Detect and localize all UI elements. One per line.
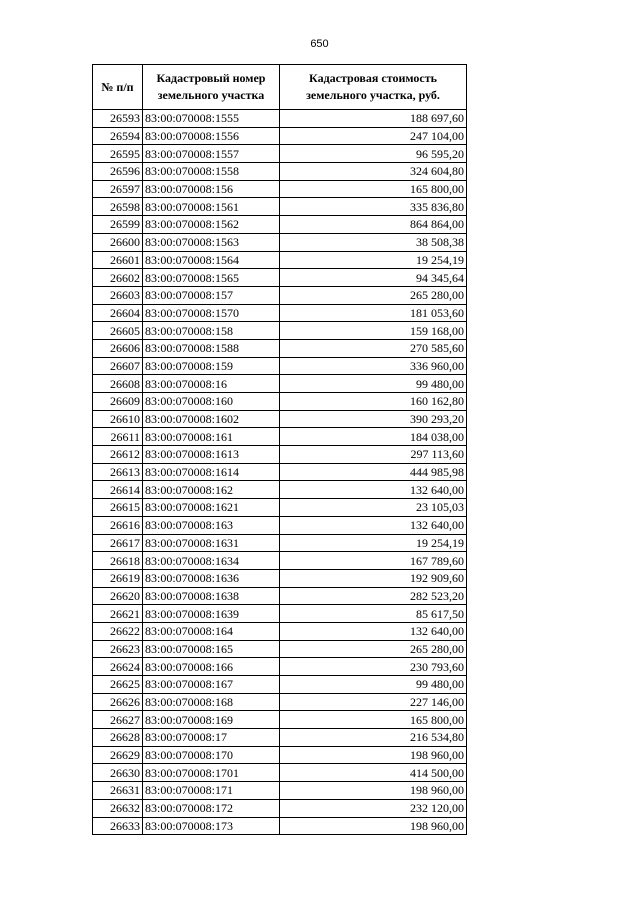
cadastral-value-cell: 230 793,60 — [280, 658, 467, 676]
table-row — [93, 110, 467, 128]
row-number-cell: 26630 — [93, 764, 143, 782]
row-number-cell: 26622 — [93, 622, 143, 640]
cadastral-value-cell: 232 120,00 — [280, 799, 467, 817]
cadastral-number-cell: 83:00:070008:172 — [143, 799, 280, 817]
cadastral-number-cell: 83:00:070008:160 — [143, 393, 280, 411]
cadastral-number-cell: 83:00:070008:164 — [143, 622, 280, 640]
cadastral-value-cell: 297 113,60 — [280, 446, 467, 464]
cadastral-value-cell: 132 640,00 — [280, 516, 467, 534]
cadastral-number-cell: 83:00:070008:1631 — [143, 534, 280, 552]
cadastral-value-table — [92, 64, 467, 835]
cadastral-number-cell: 83:00:070008:1561 — [143, 198, 280, 216]
cadastral-value-cell: 96 595,20 — [280, 145, 467, 163]
cadastral-number-cell: 83:00:070008:1621 — [143, 499, 280, 517]
cadastral-number-cell: 83:00:070008:165 — [143, 640, 280, 658]
cadastral-value-cell: 414 500,00 — [280, 764, 467, 782]
cadastral-value-cell: 85 617,50 — [280, 605, 467, 623]
row-number-cell: 26632 — [93, 799, 143, 817]
cadastral-value-cell: 444 985,98 — [280, 463, 467, 481]
cadastral-value-cell: 165 800,00 — [280, 180, 467, 198]
cadastral-value-cell: 181 053,60 — [280, 304, 467, 322]
row-number-cell: 26618 — [93, 552, 143, 570]
row-number-cell: 26626 — [93, 693, 143, 711]
table-row — [93, 729, 467, 747]
table-row — [93, 782, 467, 800]
cadastral-number-cell: 83:00:070008:159 — [143, 357, 280, 375]
cadastral-number-cell: 83:00:070008:1564 — [143, 251, 280, 269]
cadastral-number-cell: 83:00:070008:1555 — [143, 110, 280, 128]
row-number-cell: 26606 — [93, 339, 143, 357]
table-row — [93, 251, 467, 269]
table-row — [93, 180, 467, 198]
cadastral-number-cell: 83:00:070008:170 — [143, 746, 280, 764]
table-body — [93, 110, 467, 835]
cadastral-value-cell: 198 960,00 — [280, 782, 467, 800]
cadastral-number-cell: 83:00:070008:1602 — [143, 410, 280, 428]
cadastral-value-cell: 132 640,00 — [280, 622, 467, 640]
row-number-cell: 26604 — [93, 304, 143, 322]
table-row — [93, 233, 467, 251]
cadastral-number-cell: 83:00:070008:1565 — [143, 269, 280, 287]
table-row — [93, 516, 467, 534]
row-number-cell: 26614 — [93, 481, 143, 499]
table-row — [93, 693, 467, 711]
cadastral-number-cell: 83:00:070008:169 — [143, 711, 280, 729]
cadastral-value-cell: 192 909,60 — [280, 569, 467, 587]
cadastral-value-cell: 336 960,00 — [280, 357, 467, 375]
row-number-cell: 26607 — [93, 357, 143, 375]
cadastral-value-cell: 227 146,00 — [280, 693, 467, 711]
row-number-cell: 26602 — [93, 269, 143, 287]
cadastral-value-cell: 23 105,03 — [280, 499, 467, 517]
table-row — [93, 676, 467, 694]
cadastral-value-cell: 198 960,00 — [280, 817, 467, 835]
table-row — [93, 357, 467, 375]
table-row — [93, 393, 467, 411]
cadastral-number-cell: 83:00:070008:156 — [143, 180, 280, 198]
row-number-cell: 26598 — [93, 198, 143, 216]
table-row — [93, 569, 467, 587]
cadastral-number-cell: 83:00:070008:167 — [143, 676, 280, 694]
page-number: 650 — [310, 38, 329, 50]
cadastral-number-cell: 83:00:070008:1563 — [143, 233, 280, 251]
row-number-cell: 26600 — [93, 233, 143, 251]
table-row — [93, 534, 467, 552]
cadastral-number-cell: 83:00:070008:1638 — [143, 587, 280, 605]
cadastral-value-cell: 188 697,60 — [280, 110, 467, 128]
cadastral-number-cell: 83:00:070008:1639 — [143, 605, 280, 623]
row-number-cell: 26629 — [93, 746, 143, 764]
table-row — [93, 746, 467, 764]
cadastral-number-cell: 83:00:070008:16 — [143, 375, 280, 393]
table-row — [93, 587, 467, 605]
cadastral-number-cell: 83:00:070008:1557 — [143, 145, 280, 163]
table-row — [93, 286, 467, 304]
row-number-cell: 26612 — [93, 446, 143, 464]
row-number-cell: 26601 — [93, 251, 143, 269]
cadastral-value-cell: 160 162,80 — [280, 393, 467, 411]
table-row — [93, 216, 467, 234]
row-number-cell: 26605 — [93, 322, 143, 340]
cadastral-number-cell: 83:00:070008:1701 — [143, 764, 280, 782]
cadastral-number-cell: 83:00:070008:162 — [143, 481, 280, 499]
cadastral-number-cell: 83:00:070008:1570 — [143, 304, 280, 322]
row-number-cell: 26621 — [93, 605, 143, 623]
table-row — [93, 799, 467, 817]
header-cadastral-value: Кадастровая стоимость земельного участка, руб. — [280, 65, 467, 110]
table-row — [93, 622, 467, 640]
table-row — [93, 764, 467, 782]
cadastral-value-cell: 864 864,00 — [280, 216, 467, 234]
cadastral-number-cell: 83:00:070008:1634 — [143, 552, 280, 570]
cadastral-value-cell: 159 168,00 — [280, 322, 467, 340]
cadastral-value-cell: 324 604,80 — [280, 163, 467, 181]
cadastral-number-cell: 83:00:070008:1558 — [143, 163, 280, 181]
row-number-cell: 26623 — [93, 640, 143, 658]
row-number-cell: 26610 — [93, 410, 143, 428]
cadastral-value-cell: 390 293,20 — [280, 410, 467, 428]
cadastral-value-cell: 184 038,00 — [280, 428, 467, 446]
table-row — [93, 269, 467, 287]
cadastral-value-cell: 132 640,00 — [280, 481, 467, 499]
row-number-cell: 26595 — [93, 145, 143, 163]
cadastral-number-cell: 83:00:070008:17 — [143, 729, 280, 747]
row-number-cell: 26620 — [93, 587, 143, 605]
table-row — [93, 304, 467, 322]
row-number-cell: 26633 — [93, 817, 143, 835]
cadastral-value-cell: 165 800,00 — [280, 711, 467, 729]
cadastral-value-cell: 265 280,00 — [280, 640, 467, 658]
row-number-cell: 26624 — [93, 658, 143, 676]
cadastral-number-cell: 83:00:070008:1562 — [143, 216, 280, 234]
cadastral-number-cell: 83:00:070008:171 — [143, 782, 280, 800]
row-number-cell: 26609 — [93, 393, 143, 411]
cadastral-number-cell: 83:00:070008:161 — [143, 428, 280, 446]
cadastral-number-cell: 83:00:070008:173 — [143, 817, 280, 835]
table-row — [93, 198, 467, 216]
row-number-cell: 26628 — [93, 729, 143, 747]
cadastral-value-cell: 270 585,60 — [280, 339, 467, 357]
cadastral-value-cell: 38 508,38 — [280, 233, 467, 251]
header-cadastral-number: Кадастровый номер земельного участка — [143, 65, 280, 110]
row-number-cell: 26619 — [93, 569, 143, 587]
cadastral-value-cell: 19 254,19 — [280, 534, 467, 552]
cadastral-value-cell: 247 104,00 — [280, 127, 467, 145]
row-number-cell: 26594 — [93, 127, 143, 145]
cadastral-number-cell: 83:00:070008:158 — [143, 322, 280, 340]
table-row — [93, 711, 467, 729]
cadastral-value-cell: 99 480,00 — [280, 676, 467, 694]
cadastral-value-cell: 19 254,19 — [280, 251, 467, 269]
row-number-cell: 26617 — [93, 534, 143, 552]
row-number-cell: 26596 — [93, 163, 143, 181]
cadastral-number-cell: 83:00:070008:163 — [143, 516, 280, 534]
row-number-cell: 26603 — [93, 286, 143, 304]
row-number-cell: 26616 — [93, 516, 143, 534]
table-row — [93, 817, 467, 835]
row-number-cell: 26608 — [93, 375, 143, 393]
table-row — [93, 658, 467, 676]
cadastral-number-cell: 83:00:070008:166 — [143, 658, 280, 676]
cadastral-value-cell: 94 345,64 — [280, 269, 467, 287]
cadastral-number-cell: 83:00:070008:1556 — [143, 127, 280, 145]
table-row — [93, 145, 467, 163]
table-row — [93, 428, 467, 446]
cadastral-value-cell: 167 789,60 — [280, 552, 467, 570]
cadastral-value-cell: 216 534,80 — [280, 729, 467, 747]
cadastral-number-cell: 83:00:070008:1613 — [143, 446, 280, 464]
table-row — [93, 322, 467, 340]
table-row — [93, 481, 467, 499]
cadastral-number-cell: 83:00:070008:168 — [143, 693, 280, 711]
table-row — [93, 375, 467, 393]
table-row — [93, 410, 467, 428]
cadastral-value-cell: 335 836,80 — [280, 198, 467, 216]
cadastral-value-cell: 99 480,00 — [280, 375, 467, 393]
table-row — [93, 499, 467, 517]
cadastral-number-cell: 83:00:070008:1588 — [143, 339, 280, 357]
row-number-cell: 26593 — [93, 110, 143, 128]
table-row — [93, 463, 467, 481]
row-number-cell: 26611 — [93, 428, 143, 446]
cadastral-number-cell: 83:00:070008:1614 — [143, 463, 280, 481]
row-number-cell: 26599 — [93, 216, 143, 234]
table-header-row — [93, 65, 467, 110]
table-row — [93, 163, 467, 181]
cadastral-number-cell: 83:00:070008:1636 — [143, 569, 280, 587]
table-row — [93, 127, 467, 145]
row-number-cell: 26627 — [93, 711, 143, 729]
table-row — [93, 640, 467, 658]
cadastral-value-cell: 198 960,00 — [280, 746, 467, 764]
table-row — [93, 552, 467, 570]
row-number-cell: 26631 — [93, 782, 143, 800]
cadastral-value-cell: 265 280,00 — [280, 286, 467, 304]
table-row — [93, 446, 467, 464]
cadastral-value-cell: 282 523,20 — [280, 587, 467, 605]
row-number-cell: 26615 — [93, 499, 143, 517]
table-row — [93, 605, 467, 623]
row-number-cell: 26625 — [93, 676, 143, 694]
row-number-cell: 26597 — [93, 180, 143, 198]
table-row — [93, 339, 467, 357]
header-row-number: № п/п — [93, 65, 143, 110]
cadastral-number-cell: 83:00:070008:157 — [143, 286, 280, 304]
row-number-cell: 26613 — [93, 463, 143, 481]
